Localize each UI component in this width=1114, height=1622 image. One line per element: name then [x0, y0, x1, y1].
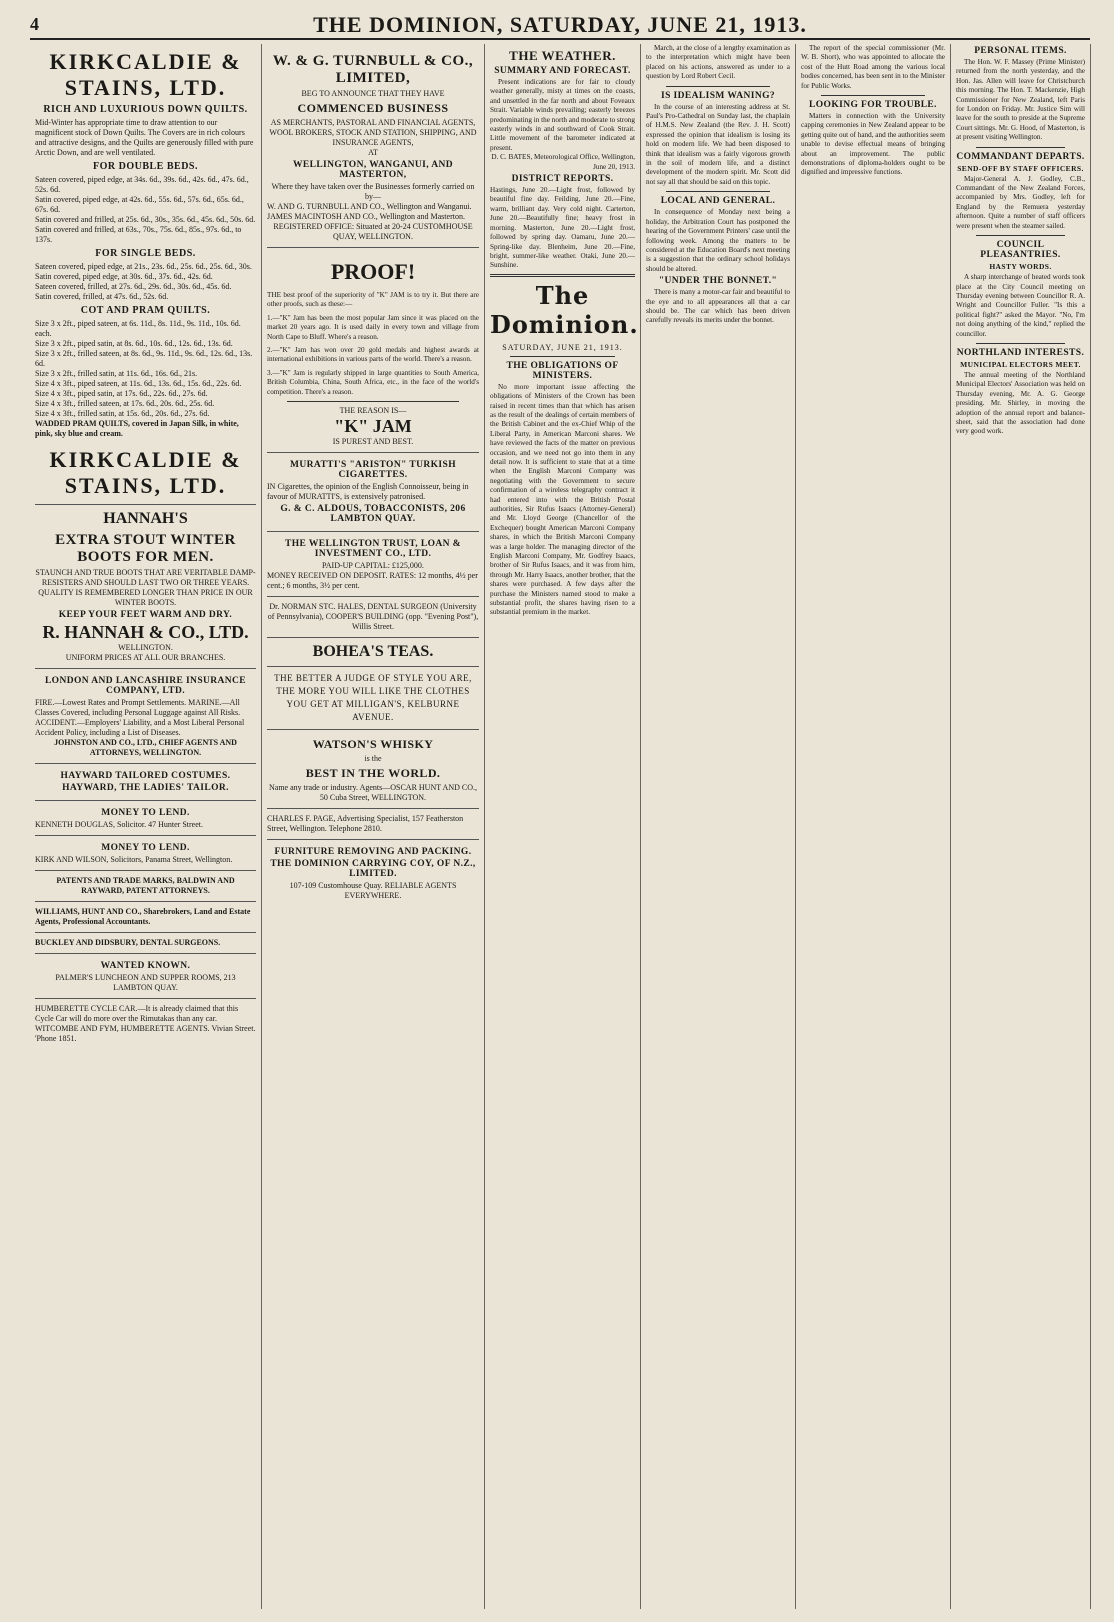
personal-text: The Hon. W. F. Massey (Prime Minister) returned from the north yesterday, and the Hon. Jas. Allen will leave for Christchurch this morning. The Hon. T. Mackenzie, High Commissioner for New Zealand, left Paris for London on Friday. Mr. Justice Sim will leave for the south to preside at the Supreme Court sittings. Mr. G. Hood, of Masterton, is at present visiting Wellington.: [956, 58, 1085, 142]
weather-sig: D. C. BATES, Meteorological Office, Wellington, June 20, 1913.: [491, 153, 635, 171]
hannah-boots-ad: [35, 505, 256, 669]
buckley: BUCKLEY AND DIDSBURY, DENTAL SURGEONS.: [35, 938, 221, 947]
double-line: Satin covered, piped edge, at 42s. 6d., 55s. 6d., 57s. 6d., 65s. 6d., 67s. 6d.: [35, 195, 244, 214]
hannah-title: HANNAH'S: [103, 510, 188, 527]
proof-1: 1.—"K" Jam has been the most popular Jam since it was placed on the market 20 years ago. It is used daily in every town and village from North Cape to Bluff. Where's a reason.: [267, 313, 479, 341]
cot-line: Size 4 x 3ft., frilled sateen, at 17s. 6d., 20s. 6d., 25s. 6d.: [35, 399, 215, 408]
money-lend-ad: [35, 801, 256, 836]
local-text: In consequence of Monday next being a holiday, the Arbitration Court has postponed the hearing of the Government Printers' case until the following week. Among the matters to be considered at the Education Board's next meeting is a suggestion that the ordinary school holidays should be altered.: [646, 208, 790, 273]
idealism-head: IS IDEALISM WANING?: [660, 90, 776, 101]
column-5: [796, 44, 951, 1609]
milligan-ad: [267, 667, 479, 730]
kenneth: KENNETH DOUGLAS, Solicitor. 47 Hunter Street.: [35, 820, 203, 829]
trust-ad: [267, 532, 479, 597]
bohea-ad: [267, 638, 479, 667]
watson-ad: [267, 730, 479, 809]
trust-title: THE WELLINGTON TRUST, LOAN & INVESTMENT CO., LTD.: [285, 539, 461, 560]
kirkcaldie-title: KIRKCALDIE & STAINS, LTD.: [49, 49, 242, 100]
kirk-wilson: KIRK AND WILSON, Solicitors, Panama Street, Wellington.: [35, 855, 233, 864]
money-lend-2: MONEY TO LEND.: [101, 843, 190, 853]
district-text: Hastings, June 20.—Light frost, followed by beautiful fine day. Feilding, June 20.—Fine, warm, brilliant day. Very cold night. Carterton, June 20.—Beautifully fine; heavy frost in morning. Masterton, June 20.—Light frost, followed by spring day. Oamaru, June 20.—Spring-like day. Blenheim, June 20.—Fine, bright, summer-like weather. Otaki, June 20.—Sunshine.: [490, 186, 635, 270]
single-line: Satin covered, frilled, at 47s. 6d., 52s. 6d.: [35, 292, 169, 301]
weather-title: THE WEATHER.: [509, 48, 616, 63]
palmers: PALMER'S LUNCHEON AND SUPPER ROOMS, 213 LAMBTON QUAY.: [55, 973, 236, 992]
charles-page: CHARLES F. PAGE, Advertising Specialist, 157 Featherston Street, Wellington. Telephone 2810.: [267, 814, 464, 834]
turnbull-places: WELLINGTON, WANGANUI, AND MASTERTON,: [292, 160, 454, 180]
bohea: BOHEA'S TEAS.: [312, 643, 434, 661]
turnbull-at: AT: [368, 148, 378, 157]
hannah-location: WELLINGTON.: [118, 643, 173, 652]
proof-text: THE best proof of the superiority of "K" JAM is to try it. But there are other proofs, such as these:—: [267, 291, 479, 309]
quilts-subhead: RICH AND LUXURIOUS DOWN QUILTS.: [43, 104, 248, 115]
wanted-ad: [35, 954, 256, 999]
weather-sub: SUMMARY AND FORECAST.: [494, 66, 631, 76]
cot-line: Size 3 x 2ft., frilled satin, at 11s. 6d., 16s. 6d., 21s.: [35, 369, 198, 378]
local-general-head: LOCAL AND GENERAL.: [660, 196, 776, 207]
turnbull-as: AS MERCHANTS, PASTORAL AND FINANCIAL AGENTS, WOOL BROKERS, STOCK AND STATION, SHIPPING, AND INSURANCE AGENTS,: [269, 118, 477, 147]
column-6: [951, 44, 1091, 1609]
idealism-text: In the course of an interesting address at St. Paul's Pro-Cathedral on Sunday last, the chaplain of H.M.S. New Zealand (the Rev. J. H. Scott) expressed the opinion that idealism is losing its hold on modern life. We had been disposed to think that idealism was a fairly vigorous growth in the soil of modern life, and a distinct development of the modern spirit. Mr. Scott did not say all that should be said on this topic.: [646, 102, 790, 186]
cot-line: Size 4 x 3ft., piped sateen, at 11s. 6d., 13s. 6d., 15s. 6d., 22s. 6d.: [35, 379, 242, 388]
proof-2: 2.—"K" Jam has won over 20 gold medals and highest awards at international exhibitions in various parts of the world. There's a reason.: [267, 346, 479, 364]
single-line: Sateen covered, piped edge, at 21s., 23s. 6d., 25s. 6d., 25s. 6d., 30s.: [35, 262, 252, 271]
hayward-title: HAYWARD TAILORED COSTUMES.: [60, 771, 231, 781]
norman: Dr. NORMAN STC. HALES, DENTAL SURGEON (University of Pennsylvania), COOPER'S BUILDING (opp. "Evening Post"), Willis Street.: [267, 602, 479, 632]
proof-title: PROOF!: [330, 259, 416, 284]
northland-text: The annual meeting of the Northland Municipal Electors' Association was held on Thursday evening, Mr. A. G. George presiding. Mr. Shirley, in moving the adoption of the annual report and balance-sheet, said that the association had done very good work.: [956, 370, 1085, 436]
masthead: [30, 10, 1090, 40]
council-text: A sharp interchange of heated words took place at the City Council meeting on Thursday evening between Councillor R. A. Wright and Councillor Fuller. "Is this a political fight?" asked the Mayor. "No, I'm not doing anything of the kind," replied the councillor.: [956, 273, 1085, 338]
double-line: Satin covered and frilled, at 25s. 6d., 30s., 35s. 6d., 45s. 6d., 50s. 6d.: [35, 215, 256, 224]
column-2: [262, 44, 485, 1609]
muratti-text: IN Cigarettes, the opinion of the English Connoisseur, being in favour of MURATTI'S, is extensively patronised.: [267, 482, 469, 502]
single-line: Sateen covered, frilled, at 27s. 6d., 29s. 6d., 30s. 6d., 45s. 6d.: [35, 282, 232, 291]
page-number: 4: [30, 14, 39, 34]
keep-warm: KEEP YOUR FEET WARM AND DRY.: [58, 610, 233, 620]
cot-line: Size 4 x 3ft., piped satin, at 17s. 6d., 22s. 6d., 27s. 6d.: [35, 389, 208, 398]
aldous: G. & C. ALDOUS, TOBACCONISTS, 206 LAMBTON QUAY.: [280, 504, 466, 525]
dateline: SATURDAY, JUNE 21, 1913.: [502, 342, 623, 352]
humberette-ad: [35, 999, 256, 1049]
watson-is: is the: [364, 754, 382, 764]
turnbull-where: Where they have taken over the Businesses formerly carried on by—: [271, 182, 475, 201]
page-ad: [267, 809, 479, 840]
single-line: Satin covered, piped edge, at 30s. 6d., 37s. 6d., 42s. 6d.: [35, 272, 213, 281]
humberette: HUMBERETTE CYCLE CAR.—It is already claimed that this Cycle Car will do more over the Rimutakas than any car. WITCOMBE AND FYM, HUMBERETTE AGENTS. Vivian Street. 'Phone 1851.: [35, 1004, 256, 1043]
cot-head: COT AND PRAM QUILTS.: [80, 305, 211, 316]
money-deposit: MONEY RECEIVED ON DEPOSIT. RATES: 12 months, 4½ per cent.; 6 months, 3½ per cent.: [267, 571, 478, 591]
wanted: WANTED KNOWN.: [100, 961, 191, 971]
column-1: [30, 44, 262, 1609]
column-3: [485, 44, 641, 1609]
norman-ad: [267, 597, 479, 638]
march-text: March, at the close of a lengthy examination as to the interpretation which might have been placed on his actions, answered as under to a question by Lord Robert Cecil.: [646, 44, 790, 81]
quilts-intro: Mid-Winter has appropriate time to draw attention to our magnificent stock of Down Quilts. The Covers are in rich colours and attractive designs, and the Quilts are generously filled with pure Arctic Down, and are well ventilated.: [35, 118, 254, 157]
london-text: FIRE.—Lowest Rates and Prompt Settlements. MARINE.—All Classes Covered, including Personal Luggage against All Risks. ACCIDENT.—Employers' Liability, and a Most Liberal Personal Accident Policy, including a List of Diseases.: [35, 698, 245, 737]
williams: WILLIAMS, HUNT AND CO., Sharebrokers, Land and Estate Agents, Professional Accountants.: [35, 907, 251, 926]
column-4: [641, 44, 796, 1609]
williams-ad: [35, 902, 256, 933]
double-line: Sateen covered, piped edge, at 34s. 6d., 39s. 6d., 42s. 6d., 47s. 6d., 52s. 6d.: [35, 175, 249, 194]
pram-quilts: WADDED PRAM QUILTS, covered in Japan Silk, in white, pink, sky blue and cream.: [35, 419, 239, 438]
commandant-sub: SEND-OFF BY STAFF OFFICERS.: [957, 163, 1084, 173]
dominion-title: The Dominion.: [490, 280, 639, 339]
northland-sub: MUNICIPAL ELECTORS MEET.: [960, 359, 1081, 369]
patents: PATENTS AND TRADE MARKS, BALDWIN AND RAYWARD, PATENT ATTORNEYS.: [56, 876, 235, 895]
london-title: LONDON AND LANCASHIRE INSURANCE COMPANY, LTD.: [44, 676, 247, 696]
furniture: FURNITURE REMOVING AND PACKING.: [274, 847, 472, 858]
muratti-title: MURATTI'S "ARISTON" TURKISH CIGARETTES.: [290, 460, 456, 481]
double-line: Satin covered and frilled, at 63s., 70s., 75s. 6d., 85s., 97s. 6d., to 137s.: [35, 225, 242, 244]
turnbull-reg: REGISTERED OFFICE: Situated at 20-24 CUSTOMHOUSE QUAY, WELLINGTON.: [273, 222, 473, 241]
kjam-logo: "K" JAM: [334, 416, 412, 437]
northland-head: NORTHLAND INTERESTS.: [956, 347, 1085, 358]
patents-ad: [35, 871, 256, 902]
obligations-text: No more important issue affecting the obligations of Ministers of the Crown has been raised in recent times than that which has arisen as the result of the dealings of certain members of the British Cabinet and the ex-Chief Whip of the Liberal Party, in American Marconi shares. We have reviewed the facts of the matter on previous occasion, and we need not go into them in any detail now. It is sufficient to state that at a time when the English Marconi Company was negotiating with the Government to secure confirmation of a wireless telegraphy contract it had entered into with the British Postal authorities, Sir Rufus Isaacs (Attorney-General) and Mr. Lloyd George (Chancellor of the Exchequer) bought American Marconi Company shares, in which the British Marconi Company was a large holder. The managing director of the English Marconi Company, Mr. Godfrey Isaacs, brother of Sir Rufus Isaacs, and it was from him, through Mr. Harry Isaacs, another brother, that the shares were purchased. A few days after the purchase the Ministers named stood to make a substantial profit, the shares having risen to a substantial premium in the market.: [490, 382, 635, 617]
proof-3: 3.—"K" Jam is regularly shipped in large quantities to South America, British Columbia, China, South Africa, etc., in the face of the world's competition. There's a reason.: [267, 368, 479, 396]
commandant-text: Major-General A. J. Godley, C.B., Commandant of the New Zealand Forces, accompanied by Mrs. Godley, left for England by the Remuera yesterday afternoon. Quite a number of staff officers were present when the steamer sailed.: [956, 174, 1085, 230]
purest-best: IS PUREST AND BEST.: [332, 437, 414, 447]
personal-head: PERSONAL ITEMS.: [974, 46, 1067, 56]
cot-line: Size 3 x 2ft., piped satin, at 8s. 6d., 10s. 6d., 12s. 6d., 13s. 6d.: [35, 339, 233, 348]
district-head: DISTRICT REPORTS.: [511, 174, 614, 185]
cot-line: Size 4 x 3ft., frilled satin, at 15s. 6d., 20s. 6d., 27s. 6d.: [35, 409, 210, 418]
proof-kjam-ad: [267, 248, 479, 453]
hayward-ad: [35, 764, 256, 801]
watson-best: BEST IN THE WORLD.: [305, 766, 441, 781]
carrying-coy: THE DOMINION CARRYING COY, OF N.Z., LIMITED.: [270, 859, 476, 880]
watson-title: WATSON'S WHISKY: [312, 737, 434, 752]
turnbull-ad: [267, 44, 479, 248]
hannah-line: STAUNCH AND TRUE BOOTS THAT ARE VERITABLE DAMP-RESISTERS AND SHOULD LAST TWO OR THREE YEARS. QUALITY IS REMEMBERED LONGER THAN PRICE IN OUR WINTER BOOTS.: [35, 568, 256, 607]
turnbull-beg: BEG TO ANNOUNCE THAT THEY HAVE: [301, 89, 445, 98]
turnbull-wg: W. AND G. TURNBULL AND CO., Wellington and Wanganui.: [267, 202, 472, 211]
cot-line: Size 3 x 2ft., piped sateen, at 6s. 11d., 8s. 11d., 9s. 11d., 10s. 6d. each.: [35, 319, 241, 338]
turnbull-title: W. & G. TURNBULL & CO., LIMITED,: [272, 53, 474, 86]
furniture-ad: [267, 840, 479, 906]
better-judge: THE BETTER A JUDGE OF STYLE YOU ARE, THE MORE YOU WILL LIKE THE CLOTHES YOU GET AT MILLIGAN'S, KELBURNE AVENUE.: [274, 673, 472, 723]
money-lend: MONEY TO LEND.: [101, 808, 190, 818]
hannah-prices: UNIFORM PRICES AT ALL OUR BRANCHES.: [65, 653, 226, 662]
carrying-addr: 107-109 Customhouse Quay. RELIABLE AGENTS EVERYWHERE.: [289, 881, 457, 901]
council-sub: HASTY WORDS.: [989, 262, 1052, 272]
weather-text: Present indications are for fair to cloudy weather generally, misty at times on the coasts, and unsettled in the far north and about Foveaux Strait. Variable winds prevailing; easterly breezes predominating in the north and moderate to strong easterly winds in and southward of Cook Strait. Little movement of the barometer indicated at present.: [490, 78, 635, 152]
commandant-head: COMMANDANT DEPARTS.: [956, 151, 1085, 162]
looking-text: Matters in connection with the University capping ceremonies in New Zealand appear to be getting quite out of hand, and the authorities seem unable to devise effectual means of bringing about an improvement. The public demonstrations of diploma-holders ought to be dignified and impressive functions.: [801, 112, 945, 177]
money-lend-ad-2: [35, 836, 256, 871]
cot-line: Size 3 x 2ft., frilled sateen, at 8s. 6d., 9s. 11d., 9s. 6d., 12s. 6d., 13s. 6d.: [35, 349, 253, 368]
newspaper-title: THE DOMINION, SATURDAY, JUNE 21, 1913.: [313, 12, 807, 37]
turnbull-jm: JAMES MACINTOSH AND CO., Wellington and Masterton.: [267, 212, 465, 221]
kirkcaldie-title-footer: KIRKCALDIE & STAINS, LTD.: [49, 447, 242, 498]
reason-is: THE REASON IS—: [339, 406, 407, 416]
looking-head: LOOKING FOR TROUBLE.: [809, 100, 937, 111]
johnston: JOHNSTON AND CO., LTD., CHIEF AGENTS AND ATTORNEYS, WELLINGTON.: [54, 738, 237, 757]
single-beds-head: FOR SINGLE BEDS.: [95, 248, 196, 259]
hayward-sub: HAYWARD, THE LADIES' TAILOR.: [62, 783, 229, 793]
obligations-head: THE OBLIGATIONS OF MINISTERS.: [506, 360, 619, 381]
bonnet-text: There is many a motor-car fair and beautiful to the eye and to all appearances all that a car should be. The car which has been driven carefully reveals its merits under the bonnet.: [646, 288, 790, 325]
buckley-ad: [35, 933, 256, 954]
double-beds-head: FOR DOUBLE BEDS.: [93, 161, 198, 172]
hannah-company: R. HANNAH & CO., LTD.: [42, 622, 249, 642]
london-insurance-ad: [35, 669, 256, 764]
commission-text: The report of the special commissioner (Mr. W. B. Short), who was appointed to allocate the cost of the Hutt Road among the various local bodies concerned, has been sent in to the Minister for Public Works.: [801, 44, 945, 90]
paid-up: PAID-UP CAPITAL: £125,000.: [322, 561, 424, 571]
kirkcaldie-quilts-ad: [35, 44, 256, 505]
under-bonnet-head: "UNDER THE BONNET.": [658, 276, 778, 287]
watson-agents: Name any trade or industry. Agents—OSCAR HUNT AND CO., 50 Cuba Street, WELLINGTON.: [269, 783, 477, 803]
hannah-subtitle: EXTRA STOUT WINTER BOOTS FOR MEN.: [55, 532, 236, 565]
muratti-ad: [267, 453, 479, 532]
turnbull-commenced: COMMENCED BUSINESS: [297, 101, 449, 115]
council-head: COUNCIL PLEASANTRIES.: [980, 240, 1061, 261]
